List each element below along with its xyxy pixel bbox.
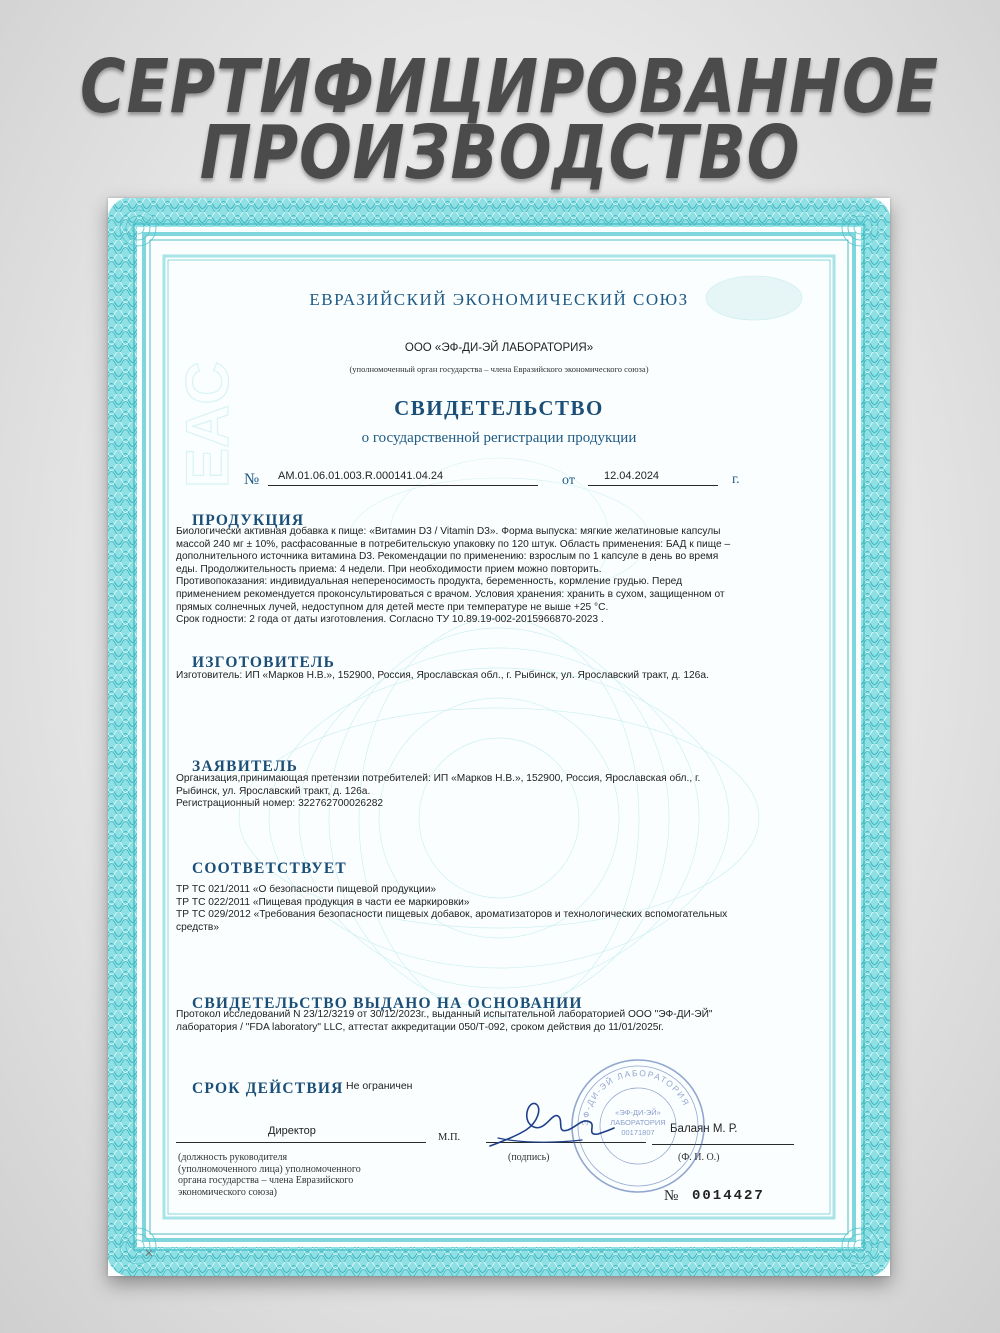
certificate-sheet	[108, 198, 890, 1276]
section-applicant-text: Организация,принимающая претензии потребителей: ИП «Марков Н.В.», 152900, Россия, Ярославская обл., г. Рыбинск, ул. Ярославский тракт, д. 126а. Регистрационный номер: 322762700026282	[176, 773, 701, 810]
section-conforms-heading: СООТВЕТСТВУЕТ	[192, 860, 347, 877]
headline-line-1: СЕРТИФИЦИРОВАННОЕ	[80, 44, 939, 130]
section-product-text: Биологически активная добавка к пище: «Витамин D3 / Vitamin D3». Форма выпуска: мягкие желатиновые капсулы массой 240 мг ± 10%, расфасованные в потребительскую упаковку по 120 штук. Область применения: БАД к пище – дополнительного источника витамина D3. Рекомендации по применению: взрослым по 1 капсуле в день во время еды. Продолжительность приема: 4 недели. При необходимости прием можно повторить. Противопоказания: индивидуальная непереносимость продукта, беременность, кормление грудью. Перед применением рекомендуется проконсультироваться с врачом. Условия хранения: хранить в сухом, защищенном от прямых солнечных лучей, недоступном для детей месте при температуре не выше +25 °С. Срок годности: 2 года от даты изготовления. Согласно ТУ 10.89.19-002-2015966870-2023 .	[176, 526, 731, 626]
name-caption: (Ф. И. О.)	[678, 1152, 720, 1163]
number-prefix: №	[244, 471, 260, 488]
date-suffix: г.	[732, 472, 740, 487]
section-manufacturer-heading: ИЗГОТОВИТЕЛЬ	[192, 654, 336, 671]
signer-position: Директор	[268, 1125, 316, 1137]
organization-note: (уполномоченный орган государства – члена Евразийского экономического союза)	[349, 364, 649, 374]
certificate-number: AM.01.06.01.003.R.000141.04.24	[278, 470, 444, 482]
certificate-title: СВИДЕТЕЛЬСТВО	[394, 396, 604, 420]
certificate-date: 12.04.2024	[604, 470, 660, 482]
mp-label: М.П.	[438, 1132, 461, 1143]
date-prefix: от	[562, 473, 575, 488]
section-basis-heading: СВИДЕТЕЛЬСТВО ВЫДАНО НА ОСНОВАНИИ	[192, 995, 583, 1012]
organization-name: ООО «ЭФ-ДИ-ЭЙ ЛАБОРАТОРИЯ»	[404, 342, 594, 354]
eac-watermark-icon	[174, 361, 241, 488]
stamp-ring-text: ЭФ-ДИ-ЭЙ ЛАБОРАТОРИЯ	[579, 1067, 692, 1127]
section-validity-heading: СРОК ДЕЙСТВИЯ	[192, 1080, 344, 1097]
section-manufacturer-text: Изготовитель: ИП «Марков Н.В.», 152900, Россия, Ярославская обл., г. Рыбинск, ул. Ярославский тракт, д. 126а.	[176, 670, 709, 681]
svg-text:EAC: EAC	[174, 361, 241, 488]
section-basis-text: Протокол исследований N 23/12/3219 от 30/12/2023г., выданный испытательной лабораторией ООО "ЭФ-ДИ-ЭЙ" лаборатория / "FDA laboratory" LLC, аттестат аккредитации 050/Т-092, сроком действия до 11/01/2025г.	[176, 1009, 713, 1033]
form-number: 0014427	[692, 1188, 765, 1204]
stamp-inner-text: «ЭФ-ДИ-ЭЙ» ЛАБОРАТОРИЯ 00171807	[610, 1108, 666, 1137]
position-caption: (должность руководителя (уполномоченного лица) уполномоченного органа государства – члена Евразийского экономического союза)	[178, 1152, 361, 1198]
signature-icon	[486, 1090, 616, 1160]
signer-name: Балаян М. Р.	[670, 1123, 738, 1135]
form-number-prefix: №	[664, 1188, 679, 1204]
certificate-subtitle: о государственной регистрации продукции	[361, 430, 637, 446]
validity-value: Не ограничен	[346, 1080, 413, 1092]
section-product-heading: ПРОДУКЦИЯ	[192, 512, 305, 529]
section-conforms-text: ТР ТС 021/2011 «О безопасности пищевой продукции» ТР ТС 022/2011 «Пищевая продукция в части ее маркировки» ТР ТС 029/2012 «Требования безопасности пищевых добавок, ароматизаторов и технологических вспомогательных средств»	[176, 884, 728, 933]
section-applicant-heading: ЗАЯВИТЕЛЬ	[192, 758, 299, 775]
union-name: ЕВРАЗИЙСКИЙ ЭКОНОМИЧЕСКИЙ СОЮЗ	[309, 290, 689, 309]
signature-caption: (подпись)	[508, 1152, 550, 1163]
headline-line-2: ПРОИЗВОДСТВО	[199, 110, 801, 196]
